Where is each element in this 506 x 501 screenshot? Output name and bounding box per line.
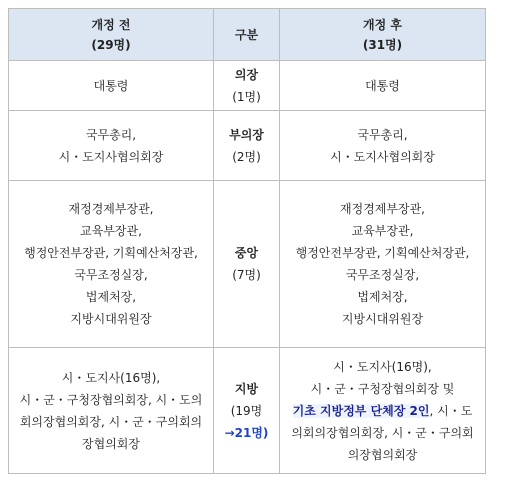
header-before-count: (29명) bbox=[91, 37, 131, 52]
cell-line: 행정안전부장관, 기획예산처장관, bbox=[24, 246, 198, 260]
category-count: (19명 bbox=[230, 403, 263, 418]
category-label: 의장 bbox=[234, 67, 259, 82]
after-cell bbox=[280, 111, 486, 181]
header-after-count: (31명) bbox=[362, 37, 403, 52]
cell-line: 국무조정실장, bbox=[345, 268, 420, 282]
category-cell bbox=[214, 181, 280, 348]
table-row bbox=[9, 111, 486, 181]
cell-line: 교육부장관, bbox=[351, 224, 414, 238]
cell-line: 회의장협의회장, 시・군・구의회의 bbox=[19, 414, 203, 429]
cell-line: 국무조정실장, bbox=[74, 268, 148, 282]
category-label: 중앙 bbox=[234, 246, 259, 260]
category-label: 부의장 bbox=[229, 127, 264, 142]
cell-line: 시・군・구청장협의회장 및 bbox=[310, 381, 455, 396]
table-row bbox=[9, 181, 486, 348]
table-row bbox=[9, 61, 486, 111]
category-count: (1명) bbox=[232, 89, 261, 104]
cell-line: 법제처장, bbox=[85, 290, 137, 304]
category-cell bbox=[214, 111, 280, 181]
category-count: (2명) bbox=[232, 149, 261, 164]
cell-line: 법제처장, bbox=[357, 290, 408, 304]
cell-line: 지방시대위원장 bbox=[341, 312, 424, 326]
cell-line: 국무총리, bbox=[85, 127, 137, 142]
header-after bbox=[280, 9, 486, 61]
table-row bbox=[9, 348, 486, 474]
after-cell bbox=[280, 348, 486, 474]
header-category: 구분 bbox=[214, 9, 280, 61]
header-before bbox=[9, 9, 214, 61]
category-cell bbox=[214, 348, 280, 474]
cell-line-rest: , 시・도 bbox=[429, 403, 473, 418]
cell-line: 시・도지사협의회장 bbox=[58, 149, 164, 164]
cell-line: 시・군・구청장협의회장, 시・도의 bbox=[19, 392, 203, 407]
before-cell bbox=[9, 111, 214, 181]
cell-line: 장협의회장 bbox=[82, 436, 140, 451]
category-count-change: →21명) bbox=[224, 425, 269, 440]
cell-line: 시・도지사(16명), bbox=[61, 370, 161, 385]
before-cell: 대통령 bbox=[9, 61, 214, 111]
category-count: (7명) bbox=[232, 268, 261, 282]
cell-line: 시・도지사(16명), bbox=[333, 359, 432, 374]
cell-line: 의회의장협의회장, 시・군・구의회 bbox=[291, 425, 474, 440]
header-before-title: 개정 전 bbox=[91, 17, 131, 32]
after-cell: 대통령 bbox=[280, 61, 486, 111]
cell-line: 시・도지사협의회장 bbox=[330, 149, 435, 164]
category-cell bbox=[214, 61, 280, 111]
before-cell bbox=[9, 348, 214, 474]
cell-line: 지방시대위원장 bbox=[70, 312, 152, 326]
highlighted-change: 기초 지방정부 단체장 2인 bbox=[292, 403, 430, 418]
before-cell bbox=[9, 181, 214, 348]
cell-line: 재정경제부장관, bbox=[68, 202, 154, 216]
category-label: 지방 bbox=[234, 381, 259, 396]
cell-line: 교육부장관, bbox=[80, 224, 142, 238]
comparison-table bbox=[8, 8, 486, 474]
header-after-title: 개정 후 bbox=[363, 17, 402, 32]
cell-line: 국무총리, bbox=[357, 127, 408, 142]
after-cell bbox=[280, 181, 486, 348]
cell-line: 재정경제부장관, bbox=[340, 202, 425, 216]
cell-line: 행정안전부장관, 기획예산처장관, bbox=[295, 246, 470, 260]
cell-line bbox=[280, 400, 485, 422]
cell-line: 의장협의회장 bbox=[347, 447, 418, 462]
